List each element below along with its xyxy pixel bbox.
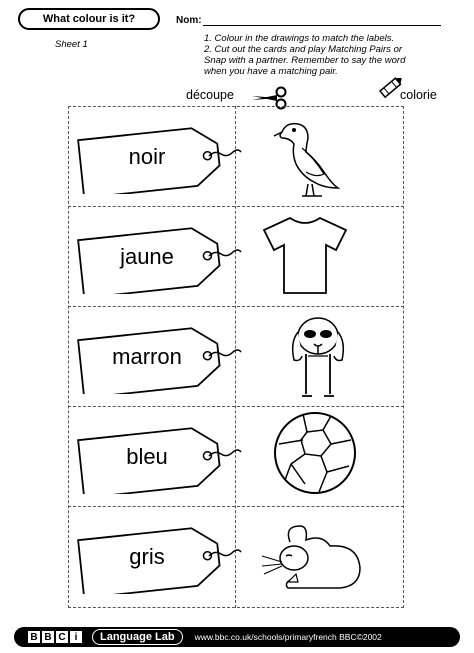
cut-line-horizontal [68, 506, 404, 507]
bird-drawing [272, 112, 362, 202]
footer-bar [14, 627, 460, 647]
sheet-number: Sheet 1 [55, 39, 88, 50]
rabbit-drawing [260, 522, 362, 592]
bbc-logo [28, 631, 82, 643]
football-drawing [272, 410, 358, 496]
instruction-line: when you have a matching pair. [204, 66, 338, 77]
luggage-tag [72, 114, 242, 194]
colour-label: colorie [400, 88, 437, 102]
colour-word: jaune [120, 244, 174, 269]
luggage-tag [72, 314, 242, 394]
instruction-line: 2. Cut out the cards and play Matching Pairs or [204, 44, 403, 55]
worksheet-title: What colour is it? [18, 8, 160, 30]
colour-word: gris [129, 544, 165, 569]
colour-word: noir [128, 144, 166, 169]
cut-line-horizontal [68, 406, 404, 407]
luggage-tag [72, 414, 242, 494]
t-shirt-drawing [262, 214, 348, 296]
instruction-line: 1. Colour in the drawings to match the labels. [204, 33, 395, 44]
dog-drawing [288, 312, 348, 402]
footer-url: www.bbc.co.uk/schools/primaryfrench BBC©2002 [194, 632, 382, 642]
bbc-logo-letter: C [56, 631, 68, 643]
name-line [203, 25, 441, 26]
bbc-logo-letter: i [70, 631, 82, 643]
cut-label: découpe [186, 88, 234, 102]
name-label: Nom: [176, 15, 202, 26]
instructions [204, 33, 444, 77]
language-lab-logo: Language Lab [92, 629, 183, 645]
cut-line-horizontal [68, 206, 404, 207]
instruction-line: Snap with a partner. Remember to say the word [204, 55, 406, 66]
cut-line-horizontal [68, 306, 404, 307]
bbc-logo-letter: B [28, 631, 40, 643]
bbc-logo-letter: B [42, 631, 54, 643]
colour-word: bleu [126, 444, 168, 469]
colour-word: marron [112, 344, 182, 369]
luggage-tag [72, 514, 242, 594]
luggage-tag [72, 214, 242, 294]
